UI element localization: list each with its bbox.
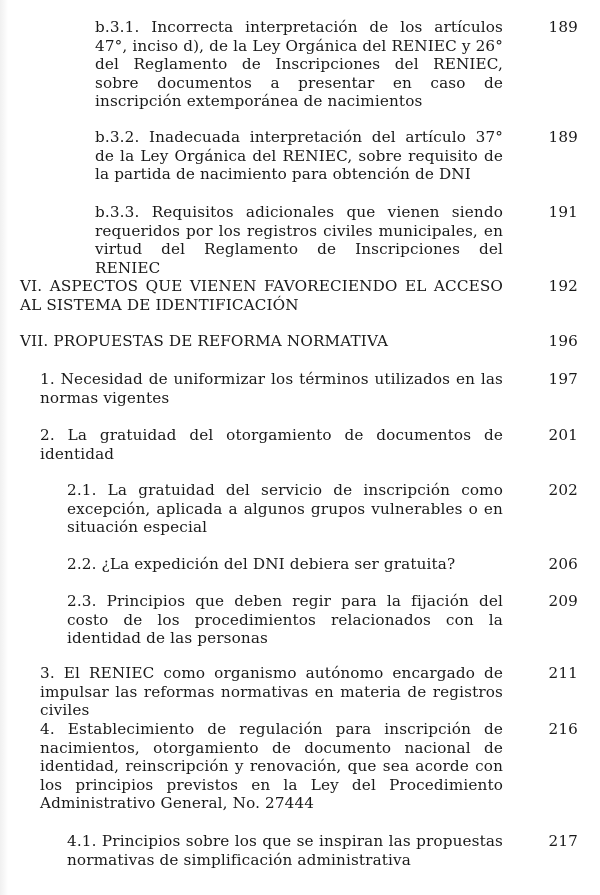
toc-page-number: 191 <box>548 203 578 221</box>
toc-page-number: 192 <box>548 277 578 295</box>
toc-page-number: 217 <box>548 832 578 850</box>
toc-chapter-text: VII. PROPUESTAS DE REFORMA NORMATIVA <box>20 332 389 350</box>
toc-page-number: 197 <box>548 370 578 388</box>
toc-page-number: 206 <box>548 555 578 573</box>
toc-page-number: 189 <box>548 128 578 146</box>
toc-page-number: 211 <box>548 664 578 682</box>
toc-page-number: 201 <box>548 426 578 444</box>
toc-page-number: 209 <box>548 592 578 610</box>
toc-entry-text: 2. La gratuidad del otorgamiento de documentos de identidad <box>40 426 503 463</box>
toc-entry-text: b.3.2. Inadecuada interpretación del artículo 37° de la Ley Orgánica del RENIEC, sobre requisito de la partida de nacimiento para obtención de DNI <box>95 128 503 184</box>
toc-entry-text: 4. Establecimiento de regulación para inscripción de nacimientos, otorgamiento de documento nacional de identidad, reinscripción y renovación, que sea acorde con los principios previstos en la Ley del Procedimiento Administrativo General, No. 27444 <box>40 720 503 813</box>
toc-entry-text: 2.1. La gratuidad del servicio de inscripción como excepción, aplicada a algunos grupos vulnerables o en situación especial <box>67 481 503 537</box>
toc-entry-text: b.3.3. Requisitos adicionales que vienen siendo requeridos por los registros civiles municipales, en virtud del Reglamento de Inscripciones del RENIEC <box>95 203 503 277</box>
toc-page-number: 202 <box>548 481 578 499</box>
toc-chapter-text: VI. ASPECTOS QUE VIENEN FAVORECIENDO EL ACCESO AL SISTEMA DE IDENTIFICACIÓN <box>20 277 503 314</box>
toc-page-number: 189 <box>548 18 578 36</box>
toc-entry-text: b.3.1. Incorrecta interpretación de los artículos 47°, inciso d), de la Ley Orgánica del RENIEC y 26° del Reglamento de Inscripciones del RENIEC, sobre documentos a presentar en caso de inscripción extemporánea de nacimientos <box>95 18 503 111</box>
toc-entry-text: 4.1. Principios sobre los que se inspiran las propuestas normativas de simplificación administrativa <box>67 832 503 869</box>
toc-entry-text: 2.3. Principios que deben regir para la fijación del costo de los procedimientos relacionados con la identidad de las personas <box>67 592 503 648</box>
toc-entry-text: 3. El RENIEC como organismo autónomo encargado de impulsar las reformas normativas en materia de registros civiles <box>40 664 503 720</box>
toc-page-number: 196 <box>548 332 578 350</box>
toc-page-number: 216 <box>548 720 578 738</box>
toc-entry-text: 2.2. ¿La expedición del DNI debiera ser gratuita? <box>67 555 456 573</box>
toc-entry-text: 1. Necesidad de uniformizar los términos utilizados en las normas vigentes <box>40 370 503 407</box>
page-edge-shadow <box>0 0 8 895</box>
